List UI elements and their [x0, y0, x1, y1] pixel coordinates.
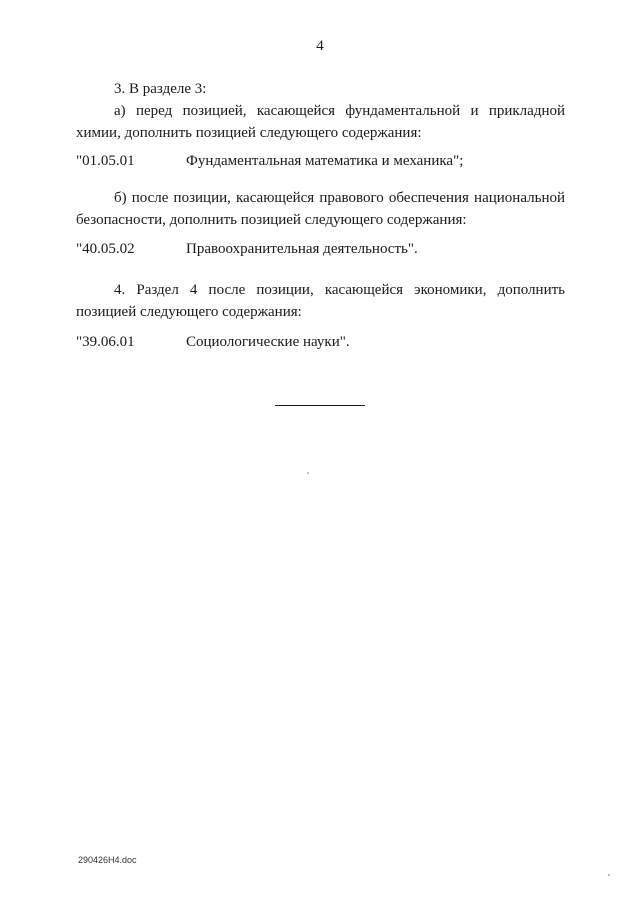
item-b-paragraph: б) после позиции, касающейся правового обеспечения национальной безопасности, дополнить позицией следующего содержания: [76, 190, 565, 228]
section4-entry-title: Социологические науки". [186, 334, 350, 350]
entry-a-line [76, 150, 463, 172]
speck-mark [608, 874, 610, 876]
entry-a-code: "01.05.01 [76, 153, 135, 169]
section4-entry-code: "39.06.01 [76, 334, 135, 350]
entry-b-title: Правоохранительная деятельность". [186, 241, 418, 257]
item-a-paragraph: а) перед позицией, касающейся фундаментальной и прикладной химии, дополнить позицией следующего содержания: [76, 103, 565, 141]
speck-mark [307, 472, 309, 474]
page-number: 4 [316, 38, 324, 54]
section4-entry-line [76, 331, 350, 353]
section3-heading: 3. В разделе 3: [114, 81, 207, 97]
entry-b-line [76, 238, 418, 260]
entry-a-title: Фундаментальная математика и механика"; [186, 153, 464, 169]
end-rule [275, 405, 365, 406]
footer-filename: 290426H4.doc [78, 855, 137, 865]
entry-b-code: "40.05.02 [76, 241, 135, 257]
section4-paragraph: 4. Раздел 4 после позиции, касающейся экономики, дополнить позицией следующего содержания: [76, 282, 565, 320]
